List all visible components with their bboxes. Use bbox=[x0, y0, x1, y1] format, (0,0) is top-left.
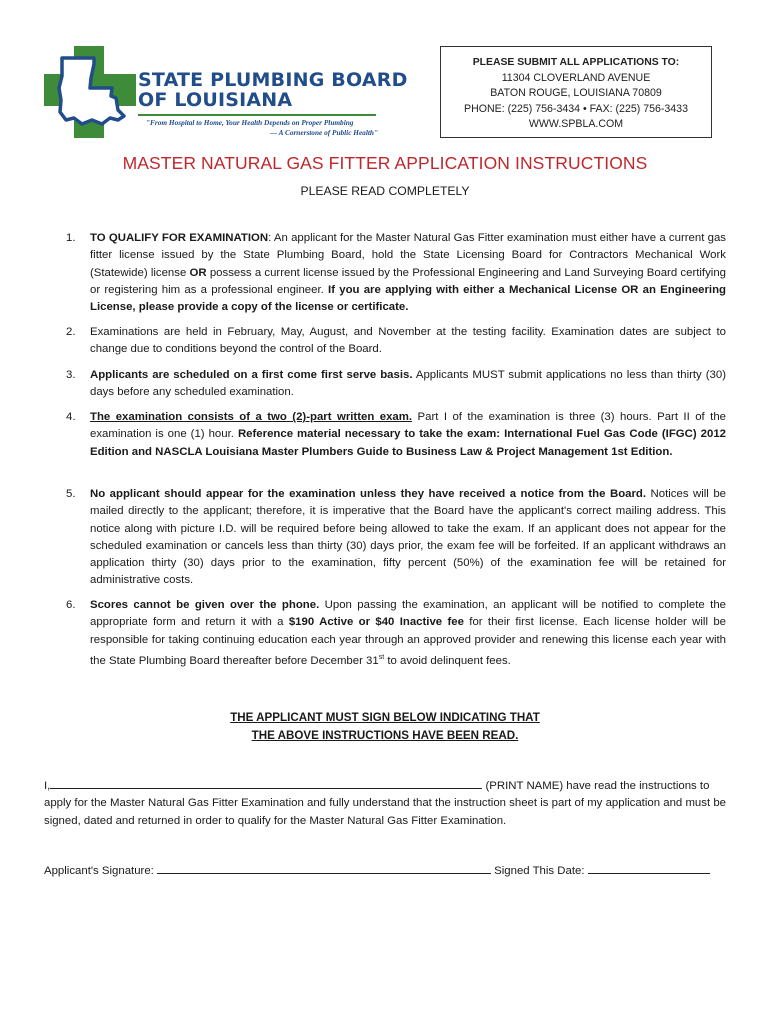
item-body bbox=[90, 367, 726, 402]
item-number: 2. bbox=[66, 326, 76, 338]
sign-heading-line1: THE APPLICANT MUST SIGN BELOW INDICATING THAT bbox=[230, 711, 540, 724]
item-text: Examinations are held in February, May, August, and November at the testing facility. Examination dates are subject to change due to conditions beyond the control of the Board. bbox=[90, 326, 726, 356]
signature-label: Applicant's Signature: bbox=[44, 865, 154, 877]
list-item bbox=[66, 486, 726, 590]
signature-row bbox=[44, 862, 726, 880]
item-body bbox=[90, 409, 726, 461]
statement-prefix: I, bbox=[44, 780, 51, 792]
org-name-line1: STATE PLUMBING BOARD bbox=[138, 69, 408, 91]
item-body bbox=[90, 230, 726, 316]
item-number: 1. bbox=[66, 232, 76, 244]
item-lead: Applicants are scheduled on a first come first serve basis. bbox=[90, 369, 413, 381]
item-number: 3. bbox=[66, 369, 76, 381]
print-name-label: (PRINT NAME) have read the instructions to bbox=[485, 780, 710, 792]
submit-heading: PLEASE SUBMIT ALL APPLICATIONS TO: bbox=[472, 57, 680, 68]
fee-amount: $190 Active or $40 Inactive fee bbox=[288, 616, 464, 629]
item-body bbox=[90, 597, 726, 670]
or-word: OR bbox=[189, 266, 207, 279]
item-lead: Scores cannot be given over the phone. bbox=[90, 599, 320, 611]
phone-fax: PHONE: (225) 756-3434 • FAX: (225) 756-3433 bbox=[464, 102, 688, 115]
list-item bbox=[66, 230, 726, 316]
org-tagline bbox=[146, 118, 378, 138]
list-item bbox=[66, 409, 726, 461]
page-title: MASTER NATURAL GAS FITTER APPLICATION INSTRUCTIONS bbox=[122, 153, 648, 173]
print-name-field[interactable] bbox=[50, 777, 482, 789]
organization-name bbox=[138, 69, 408, 111]
item-text: Part I of the examination is three (3) hours. Part II of the examination is one (1) hour. bbox=[90, 411, 726, 441]
item-body bbox=[90, 324, 726, 359]
submit-address-box bbox=[440, 46, 712, 138]
item-number: 6. bbox=[66, 599, 76, 611]
item-text: Notices will be mailed directly to the applicant; therefore, it is imperative that the Board have the applicant's correct mailing address. This notice along with picture I.D. will be required before being allowed to take the exam. If an applicant does not appear for the scheduled examination or cancels less than thirty (30) days prior, the exam fee will be forfeited. If an applicant withdraws an application thirty (30) days prior to the examination, fifty percent (50%) of the examination fee will be retained for administrative costs. bbox=[90, 488, 726, 587]
org-divider bbox=[138, 114, 376, 116]
sign-heading bbox=[0, 709, 770, 744]
list-item bbox=[66, 597, 726, 670]
item-lead: TO QUALIFY FOR EXAMINATION bbox=[90, 232, 269, 244]
item-text: Upon passing the examination, an applicant will be notified to complete the appropriate form and return it with a bbox=[90, 599, 726, 629]
item-text: to avoid delinquent fees. bbox=[384, 654, 511, 667]
item-number: 4. bbox=[66, 411, 76, 423]
date-superscript: st bbox=[378, 653, 385, 661]
page-subtitle: PLEASE READ COMPLETELY bbox=[300, 184, 470, 198]
org-name-line2: OF LOUISIANA bbox=[138, 89, 293, 111]
item-text: : An applicant for the Master Natural Gas Fitter examination must either have a current gas fitter license issued by the State Plumbing Board, hold the State Licensing Board for Contractors Mechanical Work (Statewide) license bbox=[90, 232, 726, 279]
item-number: 5. bbox=[66, 488, 76, 500]
address-line1: 11304 CLOVERLAND AVENUE bbox=[501, 71, 651, 84]
signature-field[interactable] bbox=[157, 862, 491, 874]
item-lead: No applicant should appear for the examination unless they have received a notice from the Board. bbox=[90, 488, 647, 500]
item-text: Applicants MUST submit applications no less than thirty (30) days before any scheduled examination. bbox=[90, 369, 726, 399]
item-bold-tail: If you are applying with either a Mechanical License OR an Engineering License, please provide a copy of the license or certificate. bbox=[90, 283, 726, 314]
sign-heading-line2: THE ABOVE INSTRUCTIONS HAVE BEEN READ. bbox=[251, 728, 519, 742]
item-lead: The examination consists of a two (2)-part written exam. bbox=[90, 411, 413, 423]
acknowledgement-statement bbox=[44, 777, 726, 830]
item-text: for their first license. Each license holder will be responsible for taking continuing education each year through an approved provider and renewing this license each year with the State Plumbing Board thereafter before December 31 bbox=[90, 616, 726, 667]
signed-date-field[interactable] bbox=[588, 862, 710, 874]
list-item bbox=[66, 324, 726, 359]
list-item bbox=[66, 367, 726, 402]
address-line2: BATON ROUGE, LOUISIANA 70809 bbox=[490, 87, 662, 100]
item-bold-tail: Reference material necessary to take the exam: International Fuel Gas Code (IFGC) 2012 Edition and NASCLA Louisiana Master Plumbers Guide to Business Law & Project Management 1st Edition. bbox=[90, 428, 727, 458]
tagline-line1: "From Hospital to Home, Your Health Depends on Proper Plumbing bbox=[146, 118, 354, 127]
tagline-line2: — A Cornerstone of Public Health" bbox=[269, 128, 378, 137]
item-text: possess a current license issued by the Professional Engineering and Land Surveying Board certifying or registering him as a professional engineer. bbox=[90, 266, 726, 296]
statement-rest: apply for the Master Natural Gas Fitter Examination and fully understand that the instruction sheet is part of my application and must be signed, dated and returned in order to qualify for the Master Natural Gas Fitter Examination. bbox=[44, 797, 726, 827]
website-link[interactable]: WWW.SPBLA.COM bbox=[528, 118, 624, 131]
item-body bbox=[90, 486, 726, 590]
date-label: Signed This Date: bbox=[494, 865, 585, 877]
